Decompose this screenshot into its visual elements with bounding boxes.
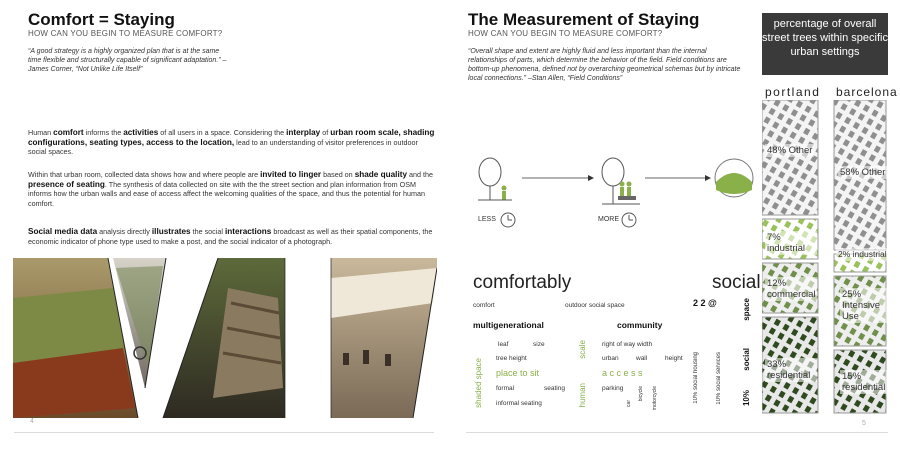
page-number-left: 4	[30, 418, 34, 425]
word-social: social	[712, 272, 761, 293]
photo-plaza	[331, 258, 437, 418]
right-footer-rule	[466, 432, 888, 433]
barcelona-other-label: 58% Other	[838, 166, 892, 179]
person-icon-less	[502, 186, 507, 201]
barcelona-industrial-label: 2% industrial	[838, 249, 887, 259]
word-car: car	[626, 400, 632, 407]
left-quote: “A good strategy is a highly organized plan that is at the same time flexible and structurally capable of significant adaptation.” –James Corner, “Not Unlike Life Itself”	[28, 48, 227, 73]
word-comfort: comfort	[473, 302, 495, 309]
word-outdoor-social-space: outdoor social space	[565, 302, 625, 309]
right-quote: “Overall shape and extent are highly fluid and less important than the internal relationships of parts, which determine the behavior of the field. Field conditions are bottom-up phenomena, defined not by overarching geometrical schemas but by intricate local connections.” –Stan Allen, “Field Conditions”	[468, 48, 741, 82]
word-bicycle: bicycle	[638, 386, 644, 402]
clock-icon-more	[622, 213, 636, 227]
word-informal-seating: informal seating	[496, 400, 542, 407]
word-height: height	[665, 355, 683, 362]
word-numbers: 2 2 @	[693, 298, 717, 308]
word-ten-percent: 10%	[742, 390, 751, 407]
word-comfortably: comfortably	[473, 272, 572, 293]
portland-label: portland	[765, 85, 821, 99]
word-social-vertical: social	[742, 348, 751, 371]
left-subtitle: HOW CAN YOU BEGIN TO MEASURE COMFORT?	[28, 29, 223, 38]
photo-collage	[13, 258, 437, 418]
word-social-housing: 10% social housing	[693, 352, 699, 404]
right-page-title: The Measurement of Staying	[468, 10, 700, 29]
word-parking: parking	[602, 385, 624, 392]
paragraph-3: Social media data analysis directly illustrates the social interactions broadcast as well as their spatial components, the economic indicator of phone type used to make a post, and the social indicator of a photograph.	[28, 227, 433, 246]
word-human: human	[578, 383, 587, 408]
word-shaded-space: shaded space	[474, 358, 483, 408]
staying-diagram	[470, 150, 755, 240]
portland-other-label: 48% Other	[767, 145, 813, 156]
portland-residential-label: 33% residential	[765, 358, 817, 382]
word-place-to-sit: place to sit	[496, 368, 540, 378]
barcelona-residential-label: 15% residential	[840, 370, 890, 394]
word-scale: scale	[578, 340, 587, 359]
right-subtitle: HOW CAN YOU BEGIN TO MEASURE COMFORT?	[468, 29, 663, 38]
paragraph-1: Human comfort informs the activities of all users in a space. Considering the interplay of urban room scale, shading configurations, seating types, access to the location, lead to an understanding of visitor preferences in outdoor social spaces.	[28, 128, 435, 156]
word-motorcycle: motorcycle	[652, 386, 658, 411]
word-community: community	[617, 320, 663, 330]
portland-industrial-label: 7% industrial	[765, 231, 817, 255]
word-formal: formal	[496, 385, 515, 392]
word-tree-height: tree height	[496, 355, 527, 362]
word-wall: wall	[636, 355, 648, 362]
portland-other-bar	[762, 100, 818, 215]
word-multigenerational: multigenerational	[473, 320, 544, 330]
word-size: size	[533, 341, 545, 348]
less-label: LESS	[478, 216, 496, 223]
portland-commercial-label: 12% commercial	[767, 278, 816, 300]
barcelona-intensive-label: 25% Intensive Use	[840, 288, 890, 323]
word-social-services: 10% social services	[716, 352, 722, 405]
people-icon-more	[618, 182, 636, 201]
tree-icon-less	[479, 158, 501, 200]
word-right-of-way: right of way width	[602, 341, 653, 348]
page-number-right: 5	[862, 420, 866, 427]
barcelona-label: barcelona	[836, 85, 898, 99]
paragraph-2: Within that urban room, collected data shows how and where people are invited to linger based on shade quality and the presence of seating. The synthesis of data collected on site with the the street section and plan information from OSM informs how the urban walls and ease of access affect the welcoming qualities of the space, and thus the potential for human comfort.	[28, 170, 433, 208]
word-leaf: leaf	[498, 341, 509, 348]
word-space-vertical: space	[742, 298, 751, 321]
left-footer-rule	[14, 432, 434, 433]
street-trees-title: percentage of overall street trees within specific urban settings	[762, 13, 888, 75]
clock-icon-less	[501, 213, 515, 227]
photo-bench	[163, 258, 285, 418]
word-urban: urban	[602, 355, 619, 362]
left-page-title: Comfort = Staying	[28, 10, 175, 29]
more-label: MORE	[598, 216, 619, 223]
word-seating: seating	[544, 385, 565, 392]
crowd-circle-icon	[715, 159, 753, 197]
word-access: a c c e s s	[602, 368, 643, 378]
